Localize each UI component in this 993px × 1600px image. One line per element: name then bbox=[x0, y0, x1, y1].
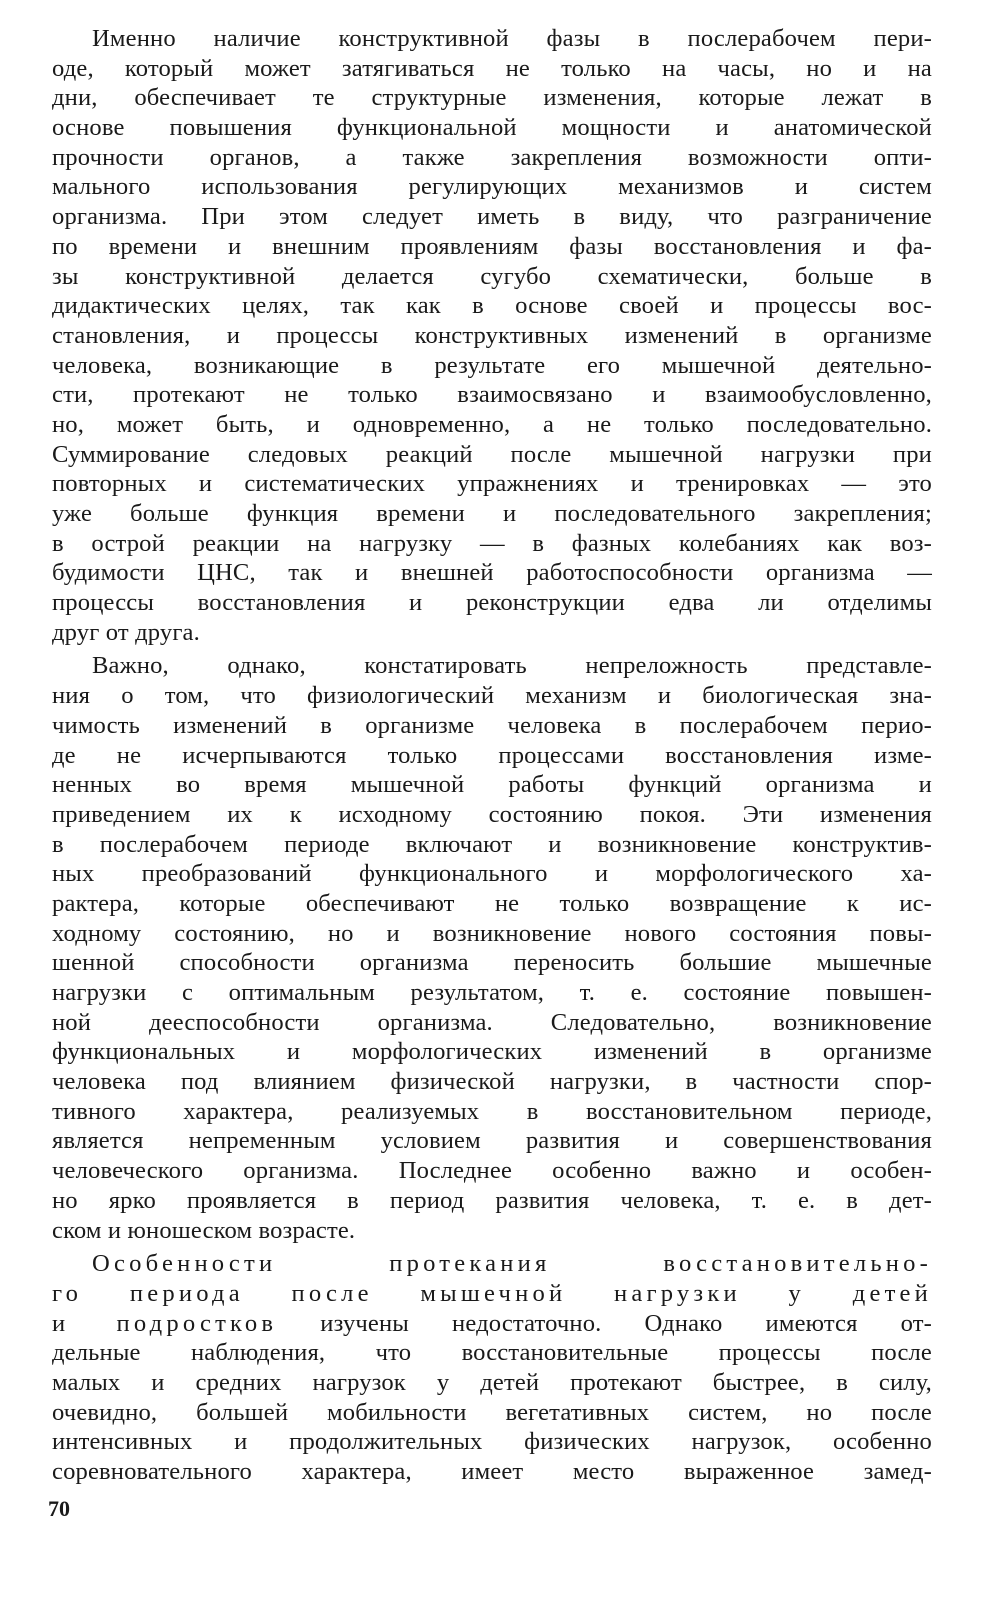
text-line: будимости ЦНС, так и внешней работоспособности организма — bbox=[52, 559, 932, 587]
text-line: тивного характера, реализуемых в восстановительном периоде, bbox=[52, 1097, 932, 1125]
page-number: 70 bbox=[48, 1496, 70, 1521]
text-line: ненных во время мышечной работы функций организма и bbox=[52, 771, 932, 799]
text-line: ния о том, что физиологический механизм и биологическая зна- bbox=[52, 682, 932, 710]
page-body bbox=[52, 24, 932, 1487]
text-line: повторных и систематических упражнениях и тренировках — это bbox=[52, 470, 932, 498]
text-line: ском и юношеском возрасте. bbox=[52, 1216, 356, 1244]
text-line: дни, обеспечивает те структурные изменения, которые лежат в bbox=[52, 84, 932, 112]
text-line-emphasis: Особенности протекания восстановительно- bbox=[92, 1250, 932, 1278]
text-line: шенной способности организма переносить большие мышечные bbox=[52, 949, 932, 977]
text-line: нагрузки с оптимальным результатом, т. е. состояние повышен- bbox=[52, 979, 932, 1006]
text-line: человеческого организма. Последнее особенно важно и особен- bbox=[52, 1157, 932, 1185]
text-line: мального использования регулирующих механизмов и систем bbox=[52, 173, 932, 201]
text-line: зы конструктивной делается сугубо схематически, больше в bbox=[52, 262, 932, 290]
text-line: процессы восстановления и реконструкции едва ли отделимы bbox=[52, 589, 932, 617]
paragraph-1 bbox=[52, 24, 932, 647]
text-line: человека под влиянием физической нагрузки, в частности спор- bbox=[52, 1068, 932, 1096]
text-line: организма. При этом следует иметь в виду, что разграничение bbox=[52, 203, 932, 231]
text-line: но, может быть, и одновременно, а не только последовательно. bbox=[52, 410, 932, 438]
text-line: дидактических целях, так как в основе своей и процессы вос- bbox=[52, 292, 932, 320]
text-line: оде, который может затягиваться не только на часы, но и на bbox=[52, 54, 932, 82]
paragraph-2 bbox=[52, 651, 932, 1245]
text-line: дельные наблюдения, что восстановительные процессы после bbox=[52, 1339, 932, 1367]
text-line: ной дееспособности организма. Следовательно, возникновение bbox=[52, 1008, 932, 1036]
text-line: друг от друга. bbox=[52, 618, 200, 646]
text-line: но ярко проявляется в период развития человека, т. е. в дет- bbox=[52, 1186, 932, 1214]
text-line: основе повышения функциональной мощности и анатомической bbox=[52, 114, 932, 142]
text-line bbox=[52, 1309, 932, 1339]
text-line: человека, возникающие в результате его мышечной деятельно- bbox=[52, 351, 932, 379]
text-line: уже больше функция времени и последовательного закрепления; bbox=[52, 500, 932, 527]
text-line: малых и средних нагрузок у детей протекают быстрее, в силу, bbox=[52, 1368, 932, 1396]
text-line: чимость изменений в организме человека в послерабочем перио- bbox=[52, 711, 932, 739]
text-line: в острой реакции на нагрузку — в фазных колебаниях как воз- bbox=[52, 529, 932, 557]
text-line: ных преобразований функционального и морфологического ха- bbox=[52, 860, 932, 888]
text-line: интенсивных и продолжительных физических нагрузок, особенно bbox=[52, 1428, 932, 1456]
text-line: по времени и внешним проявлениям фазы восстановления и фа- bbox=[52, 232, 932, 260]
text-line: функциональных и морфологических изменений в организме bbox=[52, 1038, 932, 1066]
paragraph-3 bbox=[52, 1249, 932, 1487]
text-line: в послерабочем периоде включают и возникновение конструктив- bbox=[52, 830, 932, 858]
text-line-emphasis: го периода после мышечной нагрузки у детей bbox=[52, 1279, 932, 1307]
text-line: рактера, которые обеспечивают не только возвращение к ис- bbox=[52, 889, 932, 917]
text-line: соревновательного характера, имеет место выраженное замед- bbox=[52, 1458, 932, 1485]
text-line: Важно, однако, констатировать непреложность представле- bbox=[92, 652, 932, 680]
text-line: является непременным условием развития и совершенствования bbox=[52, 1127, 932, 1155]
text-line: де не исчерпываются только процессами восстановления изме- bbox=[52, 741, 932, 769]
text-line: Именно наличие конструктивной фазы в послерабочем пери- bbox=[92, 25, 932, 52]
emphasis-text: и подростков bbox=[52, 1309, 278, 1337]
text-line: приведением их к исходному состоянию покоя. Эти изменения bbox=[52, 800, 932, 828]
text-segment: изучены недостаточно. Однако имеются от- bbox=[277, 1309, 932, 1337]
text-line: прочности органов, а также закрепления возможности опти- bbox=[52, 143, 932, 171]
text-line: ходному состоянию, но и возникновение нового состояния повы- bbox=[52, 919, 932, 947]
text-line: становления, и процессы конструктивных изменений в организме bbox=[52, 321, 932, 349]
text-line: Суммирование следовых реакций после мышечной нагрузки при bbox=[52, 440, 932, 468]
text-line: сти, протекают не только взаимосвязано и взаимообусловленно, bbox=[52, 381, 932, 409]
text-line: очевидно, большей мобильности вегетативных систем, но после bbox=[52, 1398, 932, 1426]
